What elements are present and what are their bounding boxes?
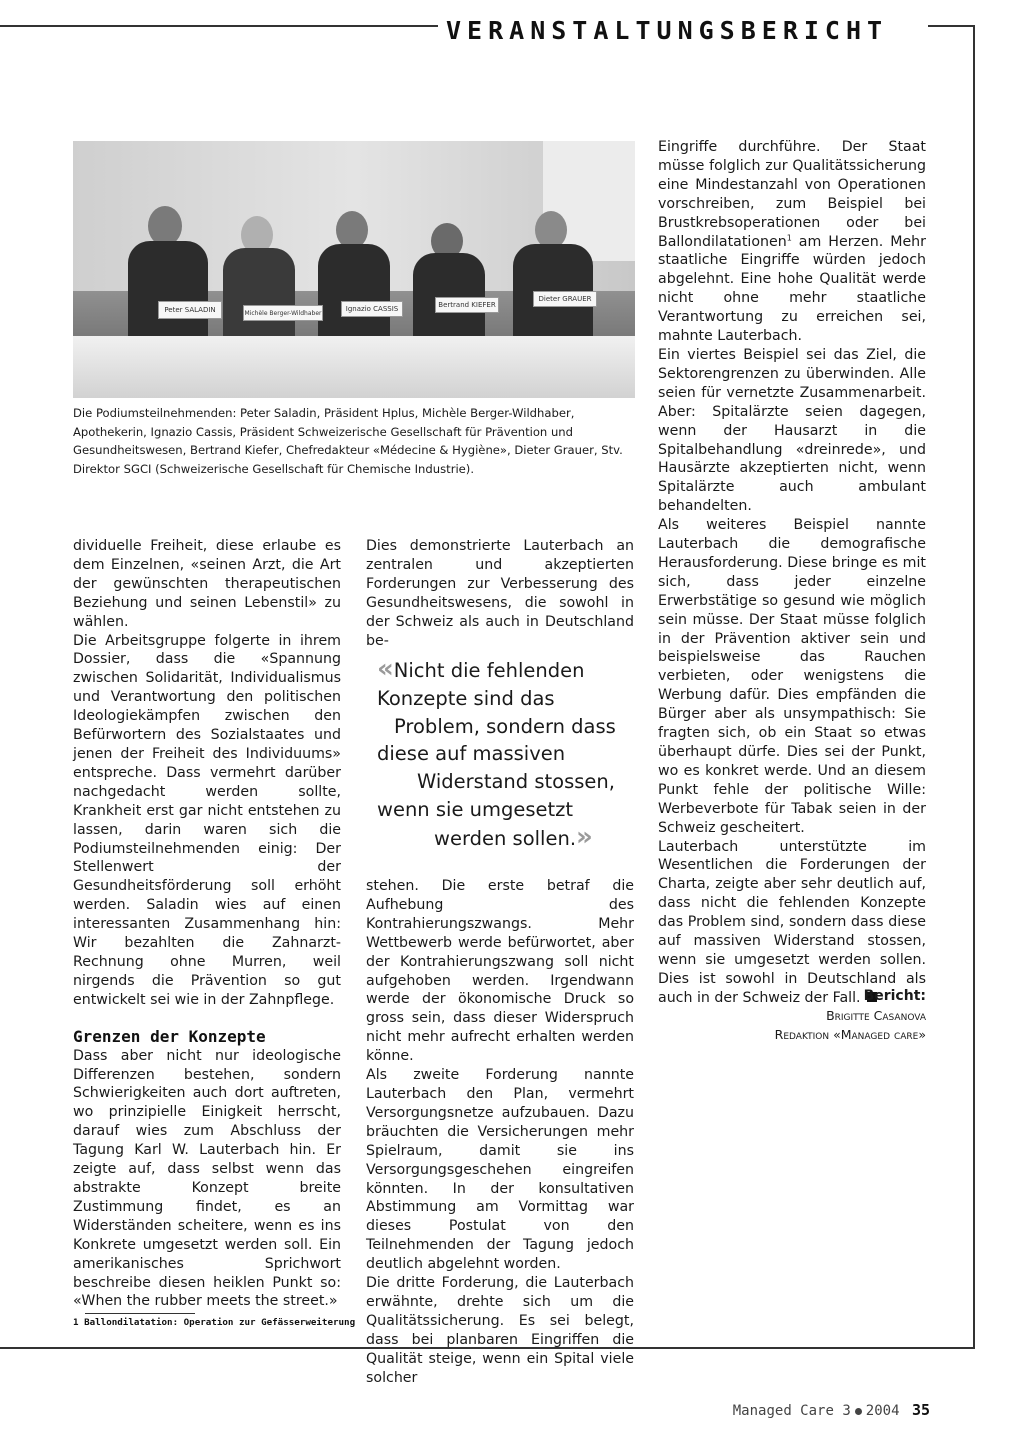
quote-line: Nicht die fehlenden: [393, 659, 585, 682]
column-2-top: [366, 537, 634, 650]
paragraph: [658, 838, 926, 1008]
paragraph-text: Lauterbach unterstützte im Wesentlichen die Forderungen der Charta, zeigte aber sehr deutlich auf, dass nicht die fehlenden Konzepte das Problem sind, sondern dass diese auf massiven Widerstand stossen, wenn sie umgesetzt werden sollen. Dies ist sowohl in Deutschland als auch in der Schweiz der Fall.: [658, 838, 926, 1006]
quote-line: Konzepte sind das: [377, 686, 555, 710]
quote-line: diese auf massiven: [377, 742, 566, 766]
quote-open-icon: «: [377, 654, 394, 684]
byline-author: Brigitte Casanova: [826, 1008, 926, 1023]
frame-right-line: [973, 25, 975, 1348]
issue-year: 2004: [865, 1403, 900, 1419]
paragraph: dividuelle Freiheit, diese erlaube es dem Einzelnen, «seinen Arzt, die Art der gewünschten therapeutischen Beziehung und seinen Lebenstil» zu wählen.: [73, 538, 341, 630]
nameplate-4: Bertrand KIEFER: [435, 297, 499, 313]
nameplate-3: Ignazio CASSIS: [341, 301, 403, 317]
paragraph: Die dritte Forderung, die Lauterbach erwähnte, drehte sich um die Qualitätssicherung. Es sei belegt, dass bei planbaren Eingriffen die Qualität steige, wenn ein Spital viele solcher: [366, 1275, 634, 1386]
paragraph: stehen. Die erste betraf die Aufhebung des Kontrahierungszwangs. Mehr Wettbewerb werde befürwortet, aber der Kontrahierungszwang soll nicht aufgehoben werden. Irgendwann werde der ökonomische Druck so gross sein, dass dieser Widerspruch nicht mehr aufrecht erhalten werden könne.: [366, 878, 634, 1065]
paragraph-text: Eingriffe durchführe. Der Staat müsse folglich zur Qualitätssicherung eine Mindestanzahl von Operationen vorschreiben, zum Beispiel bei Brustkrebsoperationen oder bei Ballondilatationen: [658, 139, 926, 250]
byline-affiliation: Redaktion «Managed care»: [774, 1027, 926, 1042]
paragraph: [658, 138, 926, 346]
paragraph: Dies demonstrierte Lauterbach an zentralen und akzeptierten Forderungen zur Verbesserung des Gesundheitswesens, die sowohl in der Schweiz als auch in Deutschland be-: [366, 538, 634, 649]
column-2-bottom: [366, 877, 634, 1387]
photo-table: [73, 336, 635, 398]
quote-line: Problem, sondern dass: [394, 714, 616, 738]
paragraph: Ein viertes Beispiel sei das Ziel, die Sektorengrenzen zu überwinden. Alle seien für vernetzte Zusammenarbeit. Aber: Spitalärzte seien dagegen, wenn der Hausarzt in die Spitalbehandlung «dreinrede», und Hausärzte akzeptierten nicht, wenn Spitalärzte auch ambulant behandelten.: [658, 346, 926, 515]
column-1: [73, 537, 341, 1311]
panel-photo: [73, 141, 635, 398]
paragraph: Als zweite Forderung nannte Lauterbach den Plan, vermehrt Versorgungsnetze aufzubauen. Dazu bräuchten die Versicherungen mehr Spielraum, damit sie ins Versorgungsgeschehen eingreifen könnten. In der konsultativen Abstimmung am Vormittag war dieses Postulat von den Teilnehmenden der Tagung jedoch deutlich abgelehnt worden.: [366, 1067, 634, 1273]
paragraph: Dass aber nicht nur ideologische Differenzen bestehen, sondern Schwierigkeiten auch dort auftreten, wo prinzipielle Einigkeit herrscht, darauf wies zum Abschluss der Tagung Karl W. Lauterbach hin. Er zeigte auf, dass selbst wenn das abstrakte Konzept breite Zustimmung findet, es an Widerständen scheitere, wenn es ins Konkrete umgesetzt werden soll. Ein amerikanisches Sprichwort beschreibe diesen heiklen Punkt so: «When the rubber meets the street.»: [73, 1047, 341, 1310]
byline: [658, 987, 926, 1044]
issue-number: 3: [842, 1403, 851, 1419]
frame-top-line: [0, 25, 438, 27]
frame-top-line-right: [928, 25, 975, 27]
nameplate-2: Michèle Berger-Wildhaber: [243, 305, 323, 321]
nameplate-1: Peter SALADIN: [158, 301, 222, 319]
journal-name: Managed Care: [732, 1403, 834, 1419]
paragraph-text: am Herzen. Mehr staatliche Eingriffe würden jedoch abgelehnt. Eine hohe Qualität werde nicht ohne mehr staatliche Verantwortung zu erreichen sei, mahnte Lauterbach.: [658, 233, 926, 345]
nameplate-5: Dieter GRAUER: [533, 291, 597, 307]
pull-quote: [377, 656, 637, 853]
photo-caption: Die Podiumsteilnehmenden: Peter Saladin, Präsident Hplus, Michèle Berger-Wildhaber, Apothekerin, Ignazio Cassis, Präsident Schweizerische Gesellschaft für Prävention und Gesundheitswesen, Bertrand Kiefer, Chefredakteur «Médecine & Hygiène», Dieter Grauer, Stv. Direktor SGCI (Schweizerische Gesellschaft für Chemische Industrie).: [73, 406, 623, 476]
paragraph: Die Arbeitsgruppe folgerte in ihrem Dossier, dass die «Spannung zwischen Solidarität, Individualismus und Verantwortung den politischen Ideologiekämpfen zwischen den Befürwortern des Sozialstaates und jenen der Freiheit des Individuums» entspreche. Dass vermehrt darüber nachgedacht werden sollte, Krankheit erst gar nicht entstehen zu lassen, darin waren sich die Podiumsteilnehmenden einig: Der Stellenwert der Gesundheitsförderung soll erhöht werden. Saladin wies auf einen interessanten Zusammenhang hin: Wir bezahlten die Zahnarzt-Rechnung ohne Murren, weil nirgends die Prävention so gut entwickelt sei wie in der Zahnpflege.: [73, 632, 341, 1008]
byline-label: Bericht:: [863, 988, 926, 1004]
section-title: VERANSTALTUNGSBERICHT: [446, 16, 889, 45]
column-3: [658, 138, 926, 1008]
quote-close-icon: »: [576, 821, 593, 852]
footnote-ref: 1: [786, 232, 792, 242]
quote-line: werden sollen.: [434, 826, 577, 850]
page-number: 35: [911, 1401, 930, 1419]
paragraph: Als weiteres Beispiel nannte Lauterbach die demografische Herausforderung. Diese bringe es mit sich, dass jeder einzelne Erwerbstätige so gesund wie möglich sein müsse. Der Staat müsse folglich in der Prävention aktiver sein und beispielsweise das Rauchen verbieten, oder wenigstens die Werbung dafür. Dies empfänden die Bürger aber als unsympathisch: Sie fragten sich, ob ein Staat so etwas überhaupt dürfe. Dies sei der Punkt, wo es konkret werde. Und an diesem Punkt fehle der politische Wille: Werbeverbote für Tabak seien in der Schweiz gescheitert.: [658, 517, 926, 836]
footnote-divider: [85, 1313, 195, 1314]
quote-line: Widerstand stossen,: [417, 770, 615, 794]
page-footer: [700, 1401, 930, 1419]
bullet-dot-icon: [855, 1408, 862, 1415]
quote-line: wenn sie umgesetzt: [377, 797, 574, 821]
footnote: 1 Ballondilatation: Operation zur Gefässerweiterung: [73, 1317, 356, 1328]
subheading: Grenzen der Konzepte: [73, 1026, 266, 1046]
